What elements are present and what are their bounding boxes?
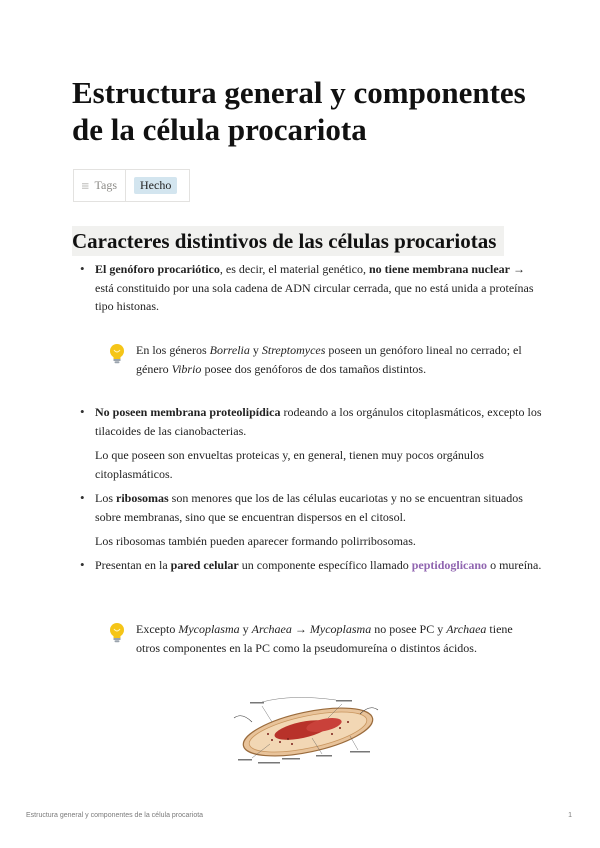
lightbulb-icon xyxy=(108,620,128,657)
callout xyxy=(108,341,528,378)
callout-text: Excepto Mycoplasma y Archaea → Mycoplasma no posee PC y Archaea tiene otros componentes en la PC como la pseudomureína o distintos ácidos. xyxy=(136,622,513,655)
page-number: 1 xyxy=(568,812,572,819)
bullet-text: • El genóforo procariótico, es decir, el material genético, no tiene membrana nuclear → está constituido por una sola cadena de ADN circular cerrada, que no está unida a proteínas tipo histonas. xyxy=(95,262,534,313)
footer-title: Estructura general y componentes de la célula procariota xyxy=(26,812,204,819)
page-footer xyxy=(26,812,572,819)
list-item xyxy=(80,489,545,526)
callout-text: En los géneros Borrelia y Streptomyces poseen un genóforo lineal no cerrado; el género Vibrio posee dos genóforos de dos tamaños distintos. xyxy=(136,343,522,376)
callout xyxy=(108,620,528,657)
highlighted-term: peptidoglicano xyxy=(411,558,488,572)
list-item xyxy=(80,556,545,575)
list-item xyxy=(80,403,545,440)
list-item-sub-paragraph: Lo que poseen son envueltas proteicas y, en general, tienen muy pocos orgánulos citoplasmáticos. xyxy=(95,448,484,481)
bullet-text: • Los ribosomas son menores que los de las células eucariotas y no se encuentran situados sobre membranas, sino que se encuentran dispersos en el citosol. xyxy=(95,491,523,524)
prokaryotic-cell-illustration xyxy=(232,692,380,768)
tags-value-cell[interactable] xyxy=(126,170,189,201)
list-item xyxy=(80,260,545,316)
properties-table xyxy=(73,169,190,202)
page-title: Estructura general y componentes de la célula procariota xyxy=(72,75,526,147)
tag-chip[interactable]: Hecho xyxy=(134,177,177,194)
tags-property xyxy=(74,170,126,201)
bullet-text: • Presentan en la pared celular un componente específico llamado peptidoglicano o mureína. xyxy=(95,558,542,572)
section-heading: Caracteres distintivos de las células procariotas xyxy=(72,226,504,256)
tags-label: Tags xyxy=(94,178,117,192)
list-icon xyxy=(82,182,89,190)
list-item-sub-paragraph: Los ribosomas también pueden aparecer formando polirribosomas. xyxy=(95,534,416,548)
bullet-text: • No poseen membrana proteolipídica rodeando a los orgánulos citoplasmáticos, excepto los tilacoides de las cianobacterias. xyxy=(95,405,542,438)
lightbulb-icon xyxy=(108,341,128,378)
